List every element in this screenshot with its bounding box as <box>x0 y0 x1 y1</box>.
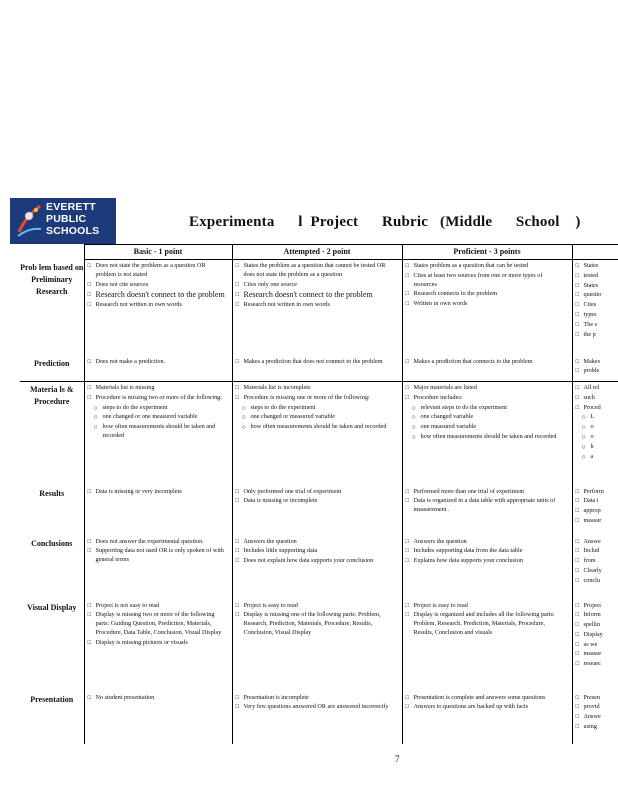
criteria-item: □ conclu <box>576 577 618 586</box>
sub-criteria-item: ○ how often measurements should be taken and recorded <box>94 423 226 441</box>
criteria-item: □ provid <box>576 703 618 712</box>
swoosh-icon <box>16 202 42 238</box>
rubric-cell <box>84 600 232 692</box>
rubric-cell <box>402 356 572 382</box>
rubric-row <box>20 356 618 382</box>
rubric-cell <box>84 260 232 356</box>
criteria-item: □ researc <box>576 660 618 669</box>
criteria-item: □ Project is easy to read <box>236 602 396 611</box>
criteria-item: □ types <box>576 311 618 320</box>
criteria-item: □ Includ <box>576 547 618 556</box>
rubric-cell <box>84 382 232 486</box>
rubric-cell <box>232 600 402 692</box>
criterion-label: Results <box>39 488 65 498</box>
criteria-item: □ Makes <box>576 358 618 367</box>
criteria-item: □ Answers to questions are backed up with facts <box>406 703 566 712</box>
criteria-item: □ approp <box>576 507 618 516</box>
sub-criteria-item: ○ how often measurements should be taken and recorded <box>412 433 566 442</box>
rubric-row <box>20 486 618 536</box>
logo-text: EVERETT PUBLIC SCHOOLS <box>46 201 100 237</box>
rubric-cell <box>84 692 232 744</box>
sub-criteria-item: ○ one changed or measured variable <box>242 413 396 422</box>
criteria-item: □ Display is missing two or more of the following parts: Guiding Question, Prediction, Materials, Procedure, Data Table, Conclusion, Visual Display <box>88 611 226 637</box>
criteria-item: □ Data i <box>576 497 618 506</box>
rubric-cell <box>402 260 572 356</box>
criteria-item: □ questio <box>576 291 618 300</box>
criteria-item: □ Proced <box>576 404 618 413</box>
criteria-item: □ Procedure is missing two or more of the following: <box>88 394 226 403</box>
rubric-cell <box>84 356 232 382</box>
rubric-cell <box>232 536 402 600</box>
rubric-cell <box>572 382 618 486</box>
sub-criteria-item: ○ o <box>582 433 618 442</box>
criteria-item: □ as we <box>576 641 618 650</box>
criteria-item: □ Clearly <box>576 567 618 576</box>
criteria-item: □ Cites only one source <box>236 281 396 290</box>
criteria-item: □ Answers the question <box>406 538 566 547</box>
criteria-item: □ Project is easy to read <box>406 602 566 611</box>
page-title: Experimenta l Project Rubric (Middle School ) <box>189 214 581 230</box>
criteria-item: □ Project is not easy to read <box>88 602 226 611</box>
page-number: 7 <box>395 754 400 764</box>
criteria-item: □ tested <box>576 272 618 281</box>
criteria-item: □ Data is missing or incomplete <box>236 497 396 506</box>
sub-criteria-item: ○ steps to do the experiment <box>242 404 396 413</box>
column-header-proficient: Proficient - 3 points <box>402 245 572 260</box>
sub-criteria-item: ○ relevant steps to do the experiment <box>412 404 566 413</box>
rubric-row <box>20 692 618 744</box>
criteria-item: □ States the problem as a question that cannot be tested OR does not state the problem as a question <box>236 262 396 280</box>
criteria-item: □ The s <box>576 321 618 330</box>
rubric-cell <box>232 382 402 486</box>
criteria-item: □ Procedure is missing one or more of the following: <box>236 394 396 403</box>
sub-criteria-item: ○ h <box>582 443 618 452</box>
sub-criteria-item: ○ L <box>582 413 618 422</box>
criteria-item: □ Does not cite sources <box>88 281 226 290</box>
criterion-label: Conclusions <box>31 538 73 548</box>
criteria-item: □ Answe <box>576 713 618 722</box>
criteria-item: □ Presentation is incomplete <box>236 694 396 703</box>
criteria-item: □ Answe <box>576 538 618 547</box>
criteria-item: □ Explains how data supports your conclusion <box>406 557 566 566</box>
criteria-item: □ Display <box>576 631 618 640</box>
criteria-item: □ Project <box>576 602 618 611</box>
rubric-cell <box>572 356 618 382</box>
sub-criteria-item: ○ steps to do the experiment <box>94 404 226 413</box>
rubric-cell <box>84 536 232 600</box>
column-header-advanced <box>572 245 618 260</box>
rubric-cell <box>572 260 618 356</box>
rubric-row <box>20 600 618 692</box>
column-header-attempted: Attempted - 2 point <box>232 245 402 260</box>
rubric-row <box>20 260 618 356</box>
rubric-cell <box>572 692 618 744</box>
criteria-item: □ Research doesn't connect to the problem <box>236 290 396 300</box>
criteria-item: □ Research connects to the problem <box>406 290 566 299</box>
criteria-item: □ States <box>576 262 618 271</box>
criteria-item: □ Cites <box>576 301 618 310</box>
rubric-cell <box>232 692 402 744</box>
criteria-item: □ Inform <box>576 611 618 620</box>
criterion-label: Prob lem based on Preliminary Research <box>20 262 84 296</box>
sub-criteria-item: ○ one measured variable <box>412 423 566 432</box>
rubric-cell <box>232 486 402 536</box>
criteria-item: □ Cites at least two sources from one or more types of resources <box>406 272 566 290</box>
criteria-item: □ Only performed one trial of experiment <box>236 488 396 497</box>
rubric-cell <box>232 356 402 382</box>
criteria-item: □ Data is missing or very incomplete <box>88 488 226 497</box>
criteria-item: □ Very few questions answered OR are answered incorrectly <box>236 703 396 712</box>
criteria-item: □ spellin <box>576 621 618 630</box>
criteria-item: □ measur <box>576 517 618 526</box>
rubric-cell <box>572 536 618 600</box>
criteria-item: □ Makes a prediction that does not connect to the problem <box>236 358 396 367</box>
sub-criteria-item: ○ o <box>582 423 618 432</box>
criterion-label: Prediction <box>34 358 70 368</box>
criteria-item: □ Display is organized and includes all the following parts: Problem, Research, Prediction, Materials, Procedure, Results, Conclusion and visuals <box>406 611 566 637</box>
criteria-item: □ Includes little supporting data <box>236 547 396 556</box>
criteria-item: □ Materials list is missing <box>88 384 226 393</box>
rubric-row <box>20 382 618 486</box>
rubric-cell <box>402 382 572 486</box>
criteria-item: □ Procedure includes: <box>406 394 566 403</box>
criteria-item: □ using <box>576 723 618 732</box>
criteria-item: □ States problem as a question that can be tested <box>406 262 566 271</box>
criteria-item: □ Does not explain how data supports your conclusion <box>236 557 396 566</box>
criteria-item: □ Performed more than one trial of experiment <box>406 488 566 497</box>
rubric-cell <box>402 692 572 744</box>
criteria-item: □ Research not written in own words <box>88 301 226 310</box>
criteria-item: □ Written in own words <box>406 300 566 309</box>
sub-criteria-item: ○ one changed variable <box>412 413 566 422</box>
criteria-item: □ States <box>576 282 618 291</box>
rubric-cell <box>402 486 572 536</box>
criterion-label: Presentation <box>30 694 74 704</box>
criteria-item: □ such <box>576 394 618 403</box>
column-header-basic: Basic - 1 point <box>84 245 232 260</box>
criteria-item: □ Data is organized in a data table with appropriate units of measurement . <box>406 497 566 515</box>
criteria-item: □ the p <box>576 331 618 340</box>
sub-criteria-item: ○ one changed or one measured variable <box>94 413 226 422</box>
criteria-item: □ No student presentation <box>88 694 226 703</box>
sub-criteria-item: ○ a <box>582 453 618 462</box>
criteria-item: □ Major materials are listed <box>406 384 566 393</box>
criteria-item: □ proble <box>576 367 618 376</box>
criteria-item: □ Presentation is complete and answers some questions <box>406 694 566 703</box>
criteria-item: □ Does not state the problem as a question OR problem is not stated <box>88 262 226 280</box>
rubric-cell <box>572 600 618 692</box>
rubric-cell <box>572 486 618 536</box>
criteria-item: □ Display is missing one of the following parts: Problem, Research, Prediction, Materials, Procedure, Results, Conclusion, Visual Display <box>236 611 396 637</box>
criteria-item: □ All rel <box>576 384 618 393</box>
criteria-item: □ Supporting data not used OR is only spoken of with general terms <box>88 547 226 565</box>
sub-criteria-item: ○ how often measurements should be taken and recorded <box>242 423 396 432</box>
criteria-item: □ Does not make a prediction. <box>88 358 226 367</box>
criterion-label: Visual Display <box>27 602 77 612</box>
rubric-cell <box>402 536 572 600</box>
criteria-item: □ measur <box>576 650 618 659</box>
criteria-item: □ Does not answer the experimental question. <box>88 538 226 547</box>
criterion-label: Materia ls & Procedure <box>20 382 84 486</box>
rubric-cell <box>232 260 402 356</box>
rubric-cell <box>84 486 232 536</box>
rubric-row <box>20 536 618 600</box>
everett-public-schools-logo <box>10 198 116 244</box>
criteria-item: □ Materials list is incomplete <box>236 384 396 393</box>
criteria-item: □ Includes supporting data from the data table <box>406 547 566 556</box>
rubric-table <box>20 244 618 744</box>
header-row <box>20 245 618 260</box>
criteria-item: □ Answers the question <box>236 538 396 547</box>
criteria-item: □ Perform <box>576 488 618 497</box>
rubric-cell <box>402 600 572 692</box>
criteria-item: □ from <box>576 557 618 566</box>
criteria-item: □ Research not written in own words <box>236 301 396 310</box>
criteria-item: □ Display is missing pictures or visuals <box>88 639 226 648</box>
criteria-item: □ Research doesn't connect to the problem <box>88 290 226 300</box>
criteria-item: □ Presen <box>576 694 618 703</box>
criteria-item: □ Makes a prediction that connects to the problem <box>406 358 566 367</box>
